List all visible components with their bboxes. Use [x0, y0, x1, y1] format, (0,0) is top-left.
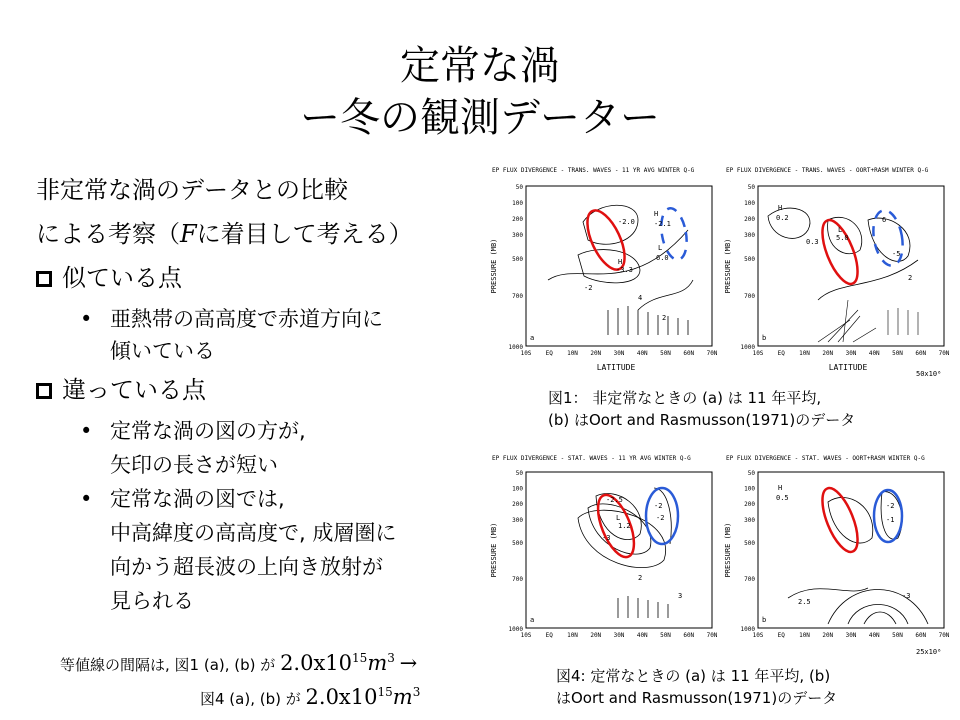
- plot-frame: [758, 186, 944, 346]
- pressure-tick-label: 50: [747, 184, 755, 191]
- latitude-tick-label: EQ: [545, 632, 553, 639]
- contour-label: -3: [602, 534, 611, 542]
- contour-label: L: [838, 226, 843, 234]
- figure4-caption-line-2: はOort and Rasmusson(1971)のデータ: [556, 689, 838, 707]
- square-bullet-icon: [36, 383, 52, 399]
- latitude-tick-label: 40N: [868, 632, 880, 639]
- intro-line-2: [36, 216, 413, 252]
- latitude-tick-label: 30N: [613, 350, 625, 357]
- contour-note-line-2: [200, 682, 420, 709]
- contour-line: [788, 588, 868, 598]
- latitude-tick-label: 60N: [915, 350, 927, 357]
- pressure-tick-label: 1000: [508, 344, 523, 351]
- latitude-tick-label: 50N: [660, 350, 671, 357]
- contour-label: -1: [886, 516, 895, 524]
- contour-label: 0.3: [806, 238, 819, 246]
- contour-label: 1.2: [618, 522, 631, 530]
- bullet-text-line: 見られる: [110, 589, 194, 613]
- contour-label: -2: [584, 284, 593, 292]
- contour-label: 2: [908, 274, 913, 282]
- contour-line: [638, 280, 693, 310]
- contour-label: 4: [638, 294, 643, 302]
- intro-line-2-post: に着目して考える）: [196, 220, 413, 248]
- contour-label: H: [778, 204, 783, 212]
- pressure-tick-label: 200: [744, 216, 755, 223]
- latitude-tick-label: 10N: [567, 350, 578, 357]
- scale-label: 50x10⁶: [916, 370, 942, 378]
- flux-arrows: [618, 596, 668, 618]
- pressure-tick-label: 200: [512, 216, 523, 223]
- contour-label: 5.0: [836, 234, 849, 242]
- latitude-tick-label: 50N: [892, 350, 903, 357]
- pressure-tick-label: 500: [512, 256, 523, 263]
- y-axis-label: PRESSURE (MB): [490, 522, 498, 578]
- lat-ticks: [753, 632, 950, 639]
- contour-line: [864, 612, 896, 624]
- contour-line: [868, 218, 910, 261]
- latitude-tick-label: 40N: [636, 350, 648, 357]
- latitude-tick-label: 20N: [590, 632, 602, 639]
- contour-label: L: [658, 244, 663, 252]
- latitude-tick-label: 20N: [822, 350, 834, 357]
- latitude-tick-label: 50N: [660, 632, 671, 639]
- bullet-text-line: 向かう超長波の上向き放射が: [110, 555, 383, 579]
- latitude-tick-label: 40N: [636, 632, 648, 639]
- figure-header: EP FLUX DIVERGENCE - TRANS. WAVES - 11 YR AVG WINTER Q-G: [492, 167, 695, 174]
- latitude-tick-label: 10N: [799, 632, 810, 639]
- pressure-tick-label: 100: [744, 485, 755, 493]
- latitude-tick-label: 70N: [706, 350, 718, 357]
- contour-line: [828, 590, 928, 625]
- contour-label: -2: [886, 502, 895, 510]
- x-axis-label: LATITUDE: [828, 363, 868, 372]
- latitude-tick-label: EQ: [545, 350, 553, 357]
- panel-label: a: [530, 334, 535, 342]
- pressure-tick-label: 700: [512, 576, 523, 584]
- contour-label: -3: [902, 592, 911, 600]
- flux-symbol: F: [180, 220, 197, 248]
- bullet-text-line: 定常な渦の図では,: [110, 487, 285, 511]
- latitude-tick-label: 30N: [613, 632, 625, 639]
- note-math: $2.0x10^{15}m^3$: [305, 685, 421, 709]
- red-highlight-circle: [815, 484, 865, 557]
- contour-label: H: [618, 258, 623, 266]
- pressure-tick-label: 500: [512, 540, 523, 548]
- latitude-tick-label: 50N: [892, 632, 903, 639]
- panel-label: a: [530, 616, 535, 624]
- lat-ticks: [521, 350, 718, 357]
- contour-note-line-1: [60, 648, 417, 675]
- latitude-tick-label: 30N: [845, 632, 857, 639]
- pressure-tick-label: 50: [515, 184, 523, 191]
- contour-label: 6.0: [656, 254, 669, 262]
- contour-label: 0.2: [776, 214, 789, 222]
- latitude-tick-label: 70N: [938, 632, 950, 639]
- pressure-tick-label: 100: [744, 200, 755, 207]
- section-heading-text: 似ている点: [62, 264, 182, 292]
- latitude-tick-label: 10N: [799, 350, 810, 357]
- panel-a: [490, 470, 718, 639]
- flux-arrows: [608, 306, 688, 335]
- bullet-text-line: 中高緯度の高高度で, 成層圏に: [110, 521, 397, 545]
- latitude-tick-label: 10S: [752, 632, 764, 639]
- latitude-tick-label: 10N: [567, 632, 578, 639]
- pressure-tick-label: 300: [744, 232, 755, 239]
- contour-label: 2.5: [798, 598, 811, 606]
- latitude-tick-label: 40N: [868, 350, 880, 357]
- pressure-ticks: [741, 470, 756, 633]
- contour-line: [848, 605, 908, 625]
- contour-label: 6: [882, 216, 887, 224]
- contour-label: H: [778, 484, 783, 492]
- y-axis-label: PRESSURE (MB): [724, 238, 732, 294]
- pressure-tick-label: 200: [512, 501, 523, 509]
- latitude-tick-label: 20N: [590, 350, 602, 357]
- blue-dashed-highlight-circle: [869, 208, 906, 268]
- latitude-tick-label: EQ: [777, 350, 785, 357]
- pressure-tick-label: 50: [515, 470, 523, 477]
- pressure-tick-label: 100: [512, 485, 523, 493]
- slide-subtitle: ー冬の観測データー: [300, 95, 660, 141]
- square-bullet-icon: [36, 271, 52, 287]
- pressure-ticks: [509, 470, 524, 633]
- bullet-icon: •: [80, 419, 93, 443]
- latitude-tick-label: 70N: [706, 632, 718, 639]
- figure1-caption-line-2: (b) はOort and Rasmusson(1971)のデータ: [548, 411, 856, 429]
- contour-label: -3.3: [616, 266, 633, 274]
- latitude-tick-label: 30N: [845, 350, 857, 357]
- latitude-tick-label: 10S: [520, 632, 532, 639]
- bullet-icon: •: [80, 487, 93, 511]
- panel-a: [490, 184, 718, 372]
- latitude-tick-label: 20N: [822, 632, 834, 639]
- y-axis-label: PRESSURE (MB): [724, 522, 732, 578]
- panel-b: [724, 184, 950, 378]
- latitude-tick-label: 10S: [520, 350, 532, 357]
- note-text: 図4 (a), (b) が: [200, 690, 301, 708]
- latitude-tick-label: 60N: [915, 632, 927, 639]
- pressure-ticks: [741, 184, 756, 351]
- contour-label: 2: [638, 574, 643, 582]
- contour-line: [768, 208, 810, 238]
- latitude-tick-label: EQ: [777, 632, 785, 639]
- pressure-tick-label: 700: [512, 292, 523, 300]
- lat-ticks: [753, 350, 950, 357]
- contour-label: L: [616, 514, 621, 522]
- figure-header: EP FLUX DIVERGENCE - STAT. WAVES - 11 YR AVG WINTER Q-G: [492, 455, 691, 462]
- contour-label: 0.5: [776, 494, 789, 502]
- figure4-image: [488, 448, 950, 662]
- y-axis-label: PRESSURE (MB): [490, 238, 498, 294]
- pressure-tick-label: 500: [744, 540, 755, 548]
- figure1-image: [488, 160, 950, 382]
- pressure-tick-label: 1000: [740, 344, 755, 351]
- section-heading-text: 違っている点: [62, 376, 206, 404]
- contour-label: -5: [892, 250, 901, 258]
- figure-header: EP FLUX DIVERGENCE - STAT. WAVES - OORT+RASM WINTER Q-G: [726, 455, 925, 462]
- contour-label: -2.5: [606, 496, 623, 504]
- latitude-tick-label: 60N: [683, 632, 695, 639]
- latitude-tick-label: 10S: [752, 350, 764, 357]
- bullet-text-line: 矢印の長さが短い: [110, 453, 278, 477]
- scale-label: 25x10⁶: [916, 648, 942, 656]
- note-math: $2.0x10^{15}m^3$: [280, 651, 395, 675]
- slide-title: 定常な渦: [400, 43, 560, 89]
- contour-label: 2: [662, 314, 667, 322]
- flux-arrows: [818, 300, 918, 342]
- pressure-tick-label: 300: [512, 232, 523, 239]
- panel-label: b: [762, 616, 767, 624]
- section-heading-different: [36, 372, 206, 408]
- section-heading-similar: [36, 260, 182, 296]
- pressure-tick-label: 300: [512, 516, 523, 524]
- bullet-icon: •: [80, 307, 93, 331]
- bullet-text-line: 定常な渦の図の方が,: [110, 419, 306, 443]
- lat-ticks: [521, 632, 718, 639]
- contour-label: H: [654, 210, 659, 218]
- pressure-tick-label: 1000: [508, 626, 523, 633]
- pressure-tick-label: 100: [512, 200, 523, 207]
- pressure-tick-label: 500: [744, 256, 755, 263]
- x-axis-label: LATITUDE: [596, 363, 636, 372]
- bullet-text-line: 亜熱帯の高高度で赤道方向に: [110, 307, 383, 331]
- figure1-caption-line-1: 図1： 非定常なときの (a) は 11 年平均,: [548, 389, 822, 407]
- pressure-tick-label: 1000: [740, 626, 755, 633]
- figure-header: EP FLUX DIVERGENCE - TRANS. WAVES - OORT+RASM WINTER Q-G: [726, 167, 929, 174]
- pressure-ticks: [509, 184, 524, 351]
- pressure-tick-label: 200: [744, 501, 755, 509]
- contour-label: 3: [678, 592, 683, 600]
- contour-label: -2.0: [618, 218, 635, 226]
- panel-b: [724, 470, 950, 656]
- note-text: 等値線の間隔は, 図1 (a), (b) が: [60, 656, 276, 674]
- contour-label: -2: [656, 514, 665, 522]
- pressure-tick-label: 700: [744, 576, 755, 584]
- bullet-text-line: 傾いている: [110, 339, 215, 363]
- contour-label: -2: [654, 502, 663, 510]
- intro-line-2-pre: による考察（: [36, 220, 180, 248]
- pressure-tick-label: 700: [744, 292, 755, 300]
- pressure-tick-label: 50: [747, 470, 755, 477]
- latitude-tick-label: 60N: [683, 350, 695, 357]
- latitude-tick-label: 70N: [938, 350, 950, 357]
- right-arrow-icon: →: [399, 651, 418, 675]
- pressure-tick-label: 300: [744, 516, 755, 524]
- panel-label: b: [762, 334, 767, 342]
- contour-label: -2.1: [654, 220, 671, 228]
- figure4-caption-line-1: 図4: 定常なときの (a) は 11 年平均, (b): [556, 667, 831, 685]
- intro-line-1: 非定常な渦のデータとの比較: [36, 176, 348, 204]
